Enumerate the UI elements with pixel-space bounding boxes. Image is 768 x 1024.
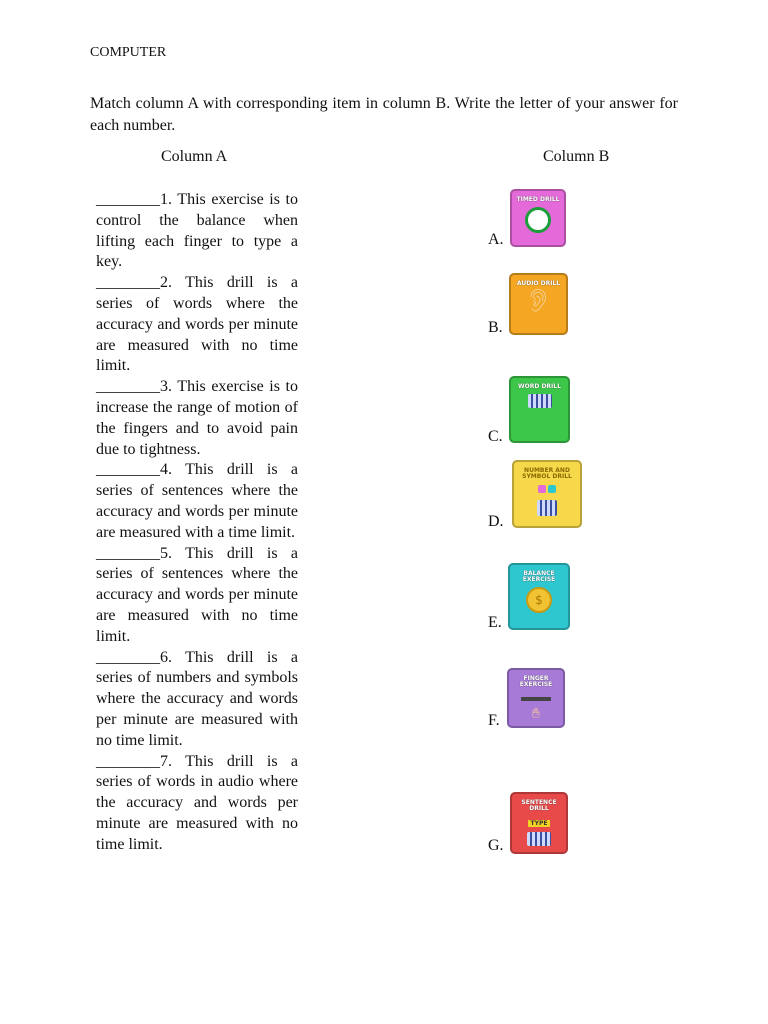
sentence-drill-caption: SENTENCE DRILL [521,799,557,812]
column-a-heading: Column A [161,148,228,165]
timed-drill-caption: TIMED DRILL [516,196,560,203]
number-symbol-drill-caption: NUMBER AND SYMBOL DRILL [522,467,572,480]
finger-exercise-caption: FINGER EXERCISE [519,675,553,688]
document-header: COMPUTER [90,45,167,60]
hand-icon: ✋︎ [532,706,540,722]
instructions: Match column A with corresponding item in column B. Write the letter of your answer for each number. [90,95,678,134]
type-tag: TYPE [528,820,551,827]
timed-drill-icon [510,189,566,247]
question-3: ________3. This exercise is to increase the range of motion of the fingers and to avoid pain due to tightness. [96,378,298,458]
balance-exercise-icon [508,563,570,630]
balance-exercise-caption: BALANCE EXERCISE [522,570,556,583]
finger-exercise-icon [507,668,565,728]
question-1: ________1. This exercise is to control the balance when lifting each finger to type a key. [96,191,298,271]
question-7: ________7. This drill is a series of words in audio where the accuracy and words per minute are measured with no time limit. [96,752,298,853]
number-key-icon [548,485,556,493]
column-a-list [96,190,298,856]
keypad-icon [537,500,557,516]
number-symbol-drill-icon [512,460,582,528]
coin-icon: $ [526,587,552,613]
option-e-letter: E. [488,614,502,631]
option-g-letter: G. [488,837,504,854]
question-2: ________2. This drill is a series of words where the accuracy and words per minute are measured with no time limit. [96,274,298,375]
audio-drill-icon [509,273,568,335]
option-d-letter: D. [488,513,504,530]
clock-icon [525,207,551,233]
question-4: ________4. This drill is a series of sentences where the accuracy and words per minute are measured with a time limit. [96,461,298,541]
option-f-letter: F. [488,712,500,729]
keyboard-icon [527,832,551,846]
keyboard-icon [528,394,552,408]
word-drill-icon [509,376,570,443]
symbol-key-icon [538,485,546,493]
symbol-keys [514,480,580,498]
dumbbell-icon [521,697,551,701]
ear-icon: 👂︎ [524,289,553,314]
column-b-heading: Column B [543,148,610,165]
option-a-letter: A. [488,231,504,248]
sentence-drill-icon [510,792,568,854]
question-6: ________6. This drill is a series of numbers and symbols where the accuracy and words per minute are measured with no time limit. [96,648,298,749]
question-5: ________5. This drill is a series of sentences where the accuracy and words per minute are measured with no time limit. [96,544,298,645]
word-drill-caption: WORD DRILL [518,383,561,390]
option-c-letter: C. [488,428,503,445]
audio-drill-caption: AUDIO DRILL [516,280,561,287]
option-b-letter: B. [488,319,503,336]
